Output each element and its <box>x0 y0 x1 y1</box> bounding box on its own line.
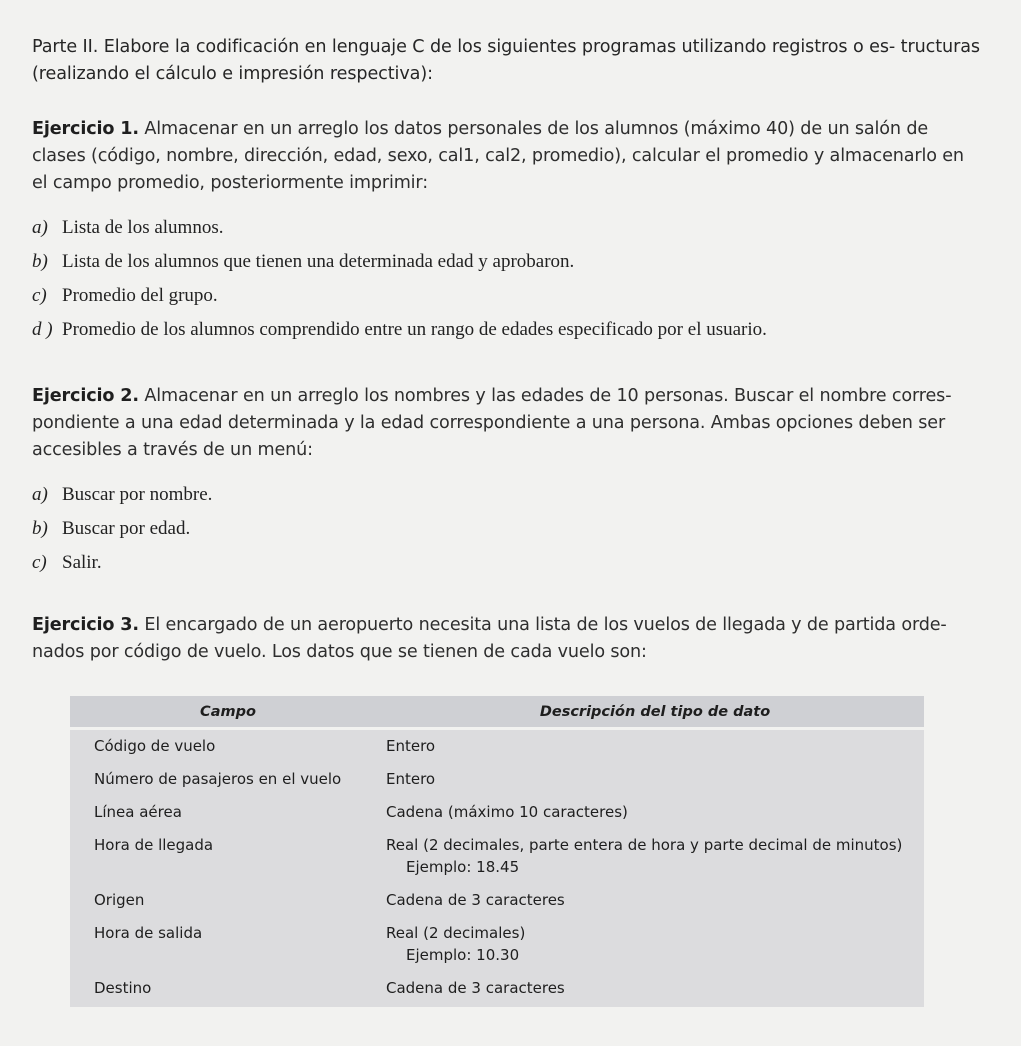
table-row <box>70 884 924 917</box>
cell-descripcion <box>386 829 924 884</box>
exercise-3-label: Ejercicio 3. <box>32 615 139 635</box>
cell-descripcion <box>386 884 924 917</box>
table-row <box>70 972 924 1007</box>
exercise-2 <box>32 383 983 580</box>
cell-campo: Hora de llegada <box>94 836 214 854</box>
desc-example: Ejemplo: 10.30 <box>406 946 520 964</box>
table-row <box>70 729 924 764</box>
desc-text: Entero <box>386 737 436 755</box>
cell-campo: Línea aérea <box>94 803 182 821</box>
item-text: Buscar por nombre. <box>62 484 213 505</box>
exercise-1 <box>32 116 983 347</box>
item-text: Salir. <box>62 552 102 573</box>
list-item <box>32 245 983 279</box>
table-header-row <box>70 696 924 729</box>
table-row <box>70 829 924 884</box>
item-text: Promedio de los alumnos comprendido entre un rango de edades especificado por el usuario. <box>62 319 767 340</box>
cell-descripcion <box>386 796 924 829</box>
table-row <box>70 763 924 796</box>
exercise-1-label: Ejercicio 1. <box>32 119 139 139</box>
flight-data-table <box>70 696 924 1007</box>
item-letter: c) <box>32 285 47 306</box>
cell-descripcion <box>386 972 924 1007</box>
cell-descripcion <box>386 917 924 972</box>
table-row <box>70 917 924 972</box>
item-letter: a) <box>32 217 48 238</box>
desc-text: Cadena (máximo 10 caracteres) <box>386 803 628 821</box>
list-item <box>32 279 983 313</box>
item-letter: c) <box>32 552 47 573</box>
part-heading: Parte II. Elabore la codificación en lenguaje C de los siguientes programas utilizando registros o es- tructuras (realizando el cálculo e impresión respectiva): <box>32 37 980 84</box>
list-item <box>32 313 983 347</box>
cell-campo: Destino <box>94 979 152 997</box>
exercise-2-label: Ejercicio 2. <box>32 386 139 406</box>
cell-campo: Hora de salida <box>94 924 203 942</box>
item-text: Buscar por edad. <box>62 518 191 539</box>
exercise-2-list <box>32 478 983 580</box>
exercise-2-statement <box>32 383 983 464</box>
item-letter: b) <box>32 251 48 272</box>
item-text: Lista de los alumnos que tienen una determinada edad y aprobaron. <box>62 251 575 272</box>
cell-campo: Código de vuelo <box>94 737 216 755</box>
exercise-2-text: Almacenar en un arreglo los nombres y las edades de 10 personas. Buscar el nombre corres- pondiente a una edad determinada y la edad correspondiente a una persona. Ambas opciones deben ser accesibles a través de un menú: <box>32 386 952 460</box>
desc-text: Cadena de 3 caracteres <box>386 891 565 909</box>
list-item <box>32 211 983 245</box>
list-item <box>32 546 983 580</box>
column-header-descripcion: Descripción del tipo de dato <box>386 696 924 729</box>
item-text: Promedio del grupo. <box>62 285 218 306</box>
exercise-1-list <box>32 211 983 347</box>
item-letter: b) <box>32 518 48 539</box>
item-letter: a) <box>32 484 48 505</box>
cell-descripcion <box>386 729 924 764</box>
exercise-3-statement <box>32 612 983 666</box>
desc-text: Cadena de 3 caracteres <box>386 979 565 997</box>
item-letter: d ) <box>32 319 53 340</box>
desc-text: Real (2 decimales) <box>386 924 526 942</box>
list-item <box>32 512 983 546</box>
cell-campo: Origen <box>94 891 145 909</box>
cell-descripcion <box>386 763 924 796</box>
table-row <box>70 796 924 829</box>
list-item <box>32 478 983 512</box>
desc-example: Ejemplo: 18.45 <box>406 858 520 876</box>
exercise-3-text: El encargado de un aeropuerto necesita una lista de los vuelos de llegada y de partida orde- nados por código de vuelo. Los datos que se tienen de cada vuelo son: <box>32 615 947 662</box>
exercise-3 <box>32 612 983 1007</box>
cell-campo: Número de pasajeros en el vuelo <box>94 770 342 788</box>
column-header-campo: Campo <box>70 696 386 729</box>
desc-text: Entero <box>386 770 436 788</box>
exercise-1-statement <box>32 116 983 197</box>
exercise-1-text: Almacenar en un arreglo los datos personales de los alumnos (máximo 40) de un salón de clases (código, nombre, dirección, edad, sexo, cal1, cal2, promedio), calcular el promedio y almacenarlo en el campo promedio, posteriormente imprimir: <box>32 119 964 193</box>
desc-text: Real (2 decimales, parte entera de hora y parte decimal de minutos) <box>386 836 903 854</box>
item-text: Lista de los alumnos. <box>62 217 224 238</box>
